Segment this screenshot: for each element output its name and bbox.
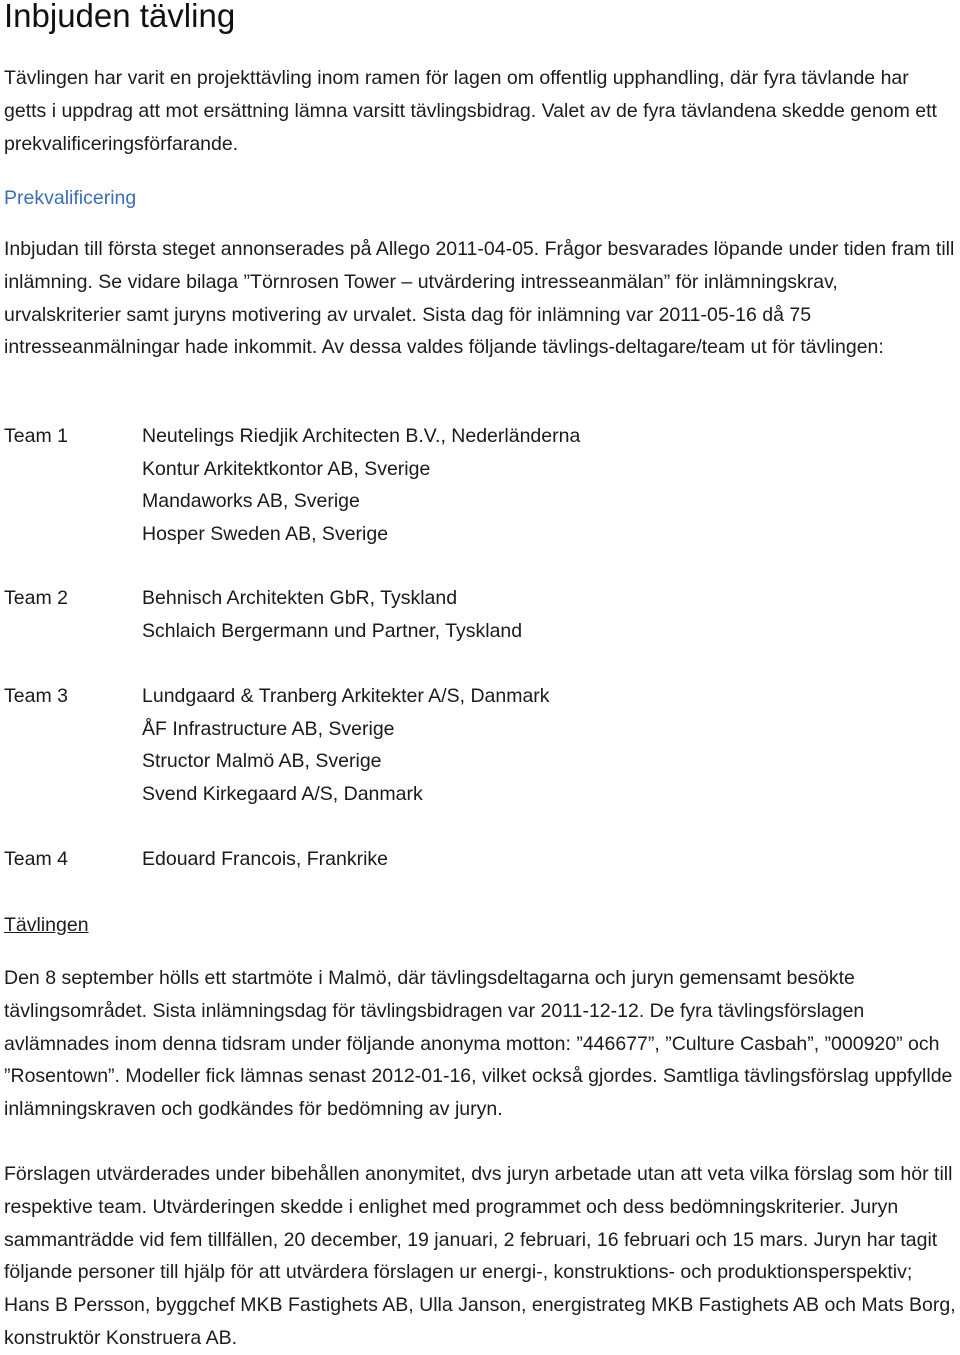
page-title: Inbjuden tävling bbox=[4, 0, 236, 34]
tavlingen-paragraph: Den 8 september hölls ett startmöte i Malmö, där tävlingsdeltagarna och juryn gemensamt besökte tävlingsområdet. Sista inlämningsdag för tävlingsbidragen var 2011-12-12. De fyra tävlingsförslagen avlämnades inom denna tidsram under följande anonyma motton: ”446677”, ”Culture Casbah”, ”000920” och ”Rosentown”. Modeller fick lämnas senast 2012-01-16, vilket också gjordes. Samtliga tävlingsförslag uppfyllde inlämningskraven och godkändes för bedömning av juryn. bbox=[4, 967, 953, 1121]
team-member: Behnisch Architekten GbR, Tyskland bbox=[142, 587, 458, 609]
prekvalificering-heading: Prekvalificering bbox=[4, 187, 137, 209]
team-members bbox=[142, 843, 922, 876]
team-member: Svend Kirkegaard A/S, Danmark bbox=[142, 783, 423, 806]
team-members bbox=[142, 680, 922, 811]
tavlingen-heading: Tävlingen bbox=[4, 914, 89, 936]
team-member: Kontur Arkitektkontor AB, Sverige bbox=[142, 457, 431, 480]
team-label: Team 1 bbox=[4, 425, 68, 447]
team-label: Team 2 bbox=[4, 587, 68, 609]
team-member: Lundgaard & Tranberg Arkitekter A/S, Danmark bbox=[142, 685, 550, 707]
team-member: ÅF Infrastructure AB, Sverige bbox=[142, 717, 395, 740]
prekvalificering-paragraph: Inbjudan till första steget annonserades på Allego 2011-04-05. Frågor besvarades löpande under tiden fram till inlämning. Se vidare bilaga ”Törnrosen Tower – utvärdering intresseanmälan” för inlämningskrav, urvalskriterier samt juryns motivering av urvalet. Sista dag för inlämning var 2011-05-16 då 75 intresseanmälningar hade inkommit. Av dessa valdes följande tävlings-deltagare/team ut för tävlingen: bbox=[4, 238, 955, 359]
team-member: Structor Malmö AB, Sverige bbox=[142, 750, 382, 773]
team-member: Hosper Sweden AB, Sverige bbox=[142, 523, 389, 546]
bedomning-paragraph: Förslagen utvärderades under bibehållen anonymitet, dvs juryn arbetade utan att veta vilka förslag som hör till respektive team. Utvärderingen skedde i enlighet med programmet och dess bedömningskriterier. Juryn sammanträdde vid fem tillfällen, 20 december, 19 januari, 2 februari, 16 februari och 15 mars. Juryn har tagit följande personer till hjälp för att utvärdera förslagen ur energi-, konstruktions- och produktionsperspektiv; Hans B Persson, byggchef MKB Fastighets AB, Ulla Janson, energistrateg MKB Fastighets AB och Mats Borg, konstruktör Konstruera AB. bbox=[4, 1163, 956, 1349]
team-label: Team 3 bbox=[4, 685, 68, 707]
team-member: Schlaich Bergermann und Partner, Tyskland bbox=[142, 619, 523, 642]
team-members bbox=[142, 420, 922, 551]
team-members bbox=[142, 582, 922, 647]
team-label: Team 4 bbox=[4, 848, 68, 870]
team-member: Mandaworks AB, Sverige bbox=[142, 490, 360, 513]
intro-paragraph: Tävlingen har varit en projekttävling inom ramen för lagen om offentlig upphandling, där fyra tävlande har getts i uppdrag att mot ersättning lämna varsitt tävlingsbidrag. Valet av de fyra tävlandena skedde genom ett prekvalificeringsförfarande. bbox=[4, 67, 937, 155]
team-member: Neutelings Riedjik Architecten B.V., Nederländerna bbox=[142, 425, 581, 447]
team-member: Edouard Francois, Frankrike bbox=[142, 848, 389, 870]
